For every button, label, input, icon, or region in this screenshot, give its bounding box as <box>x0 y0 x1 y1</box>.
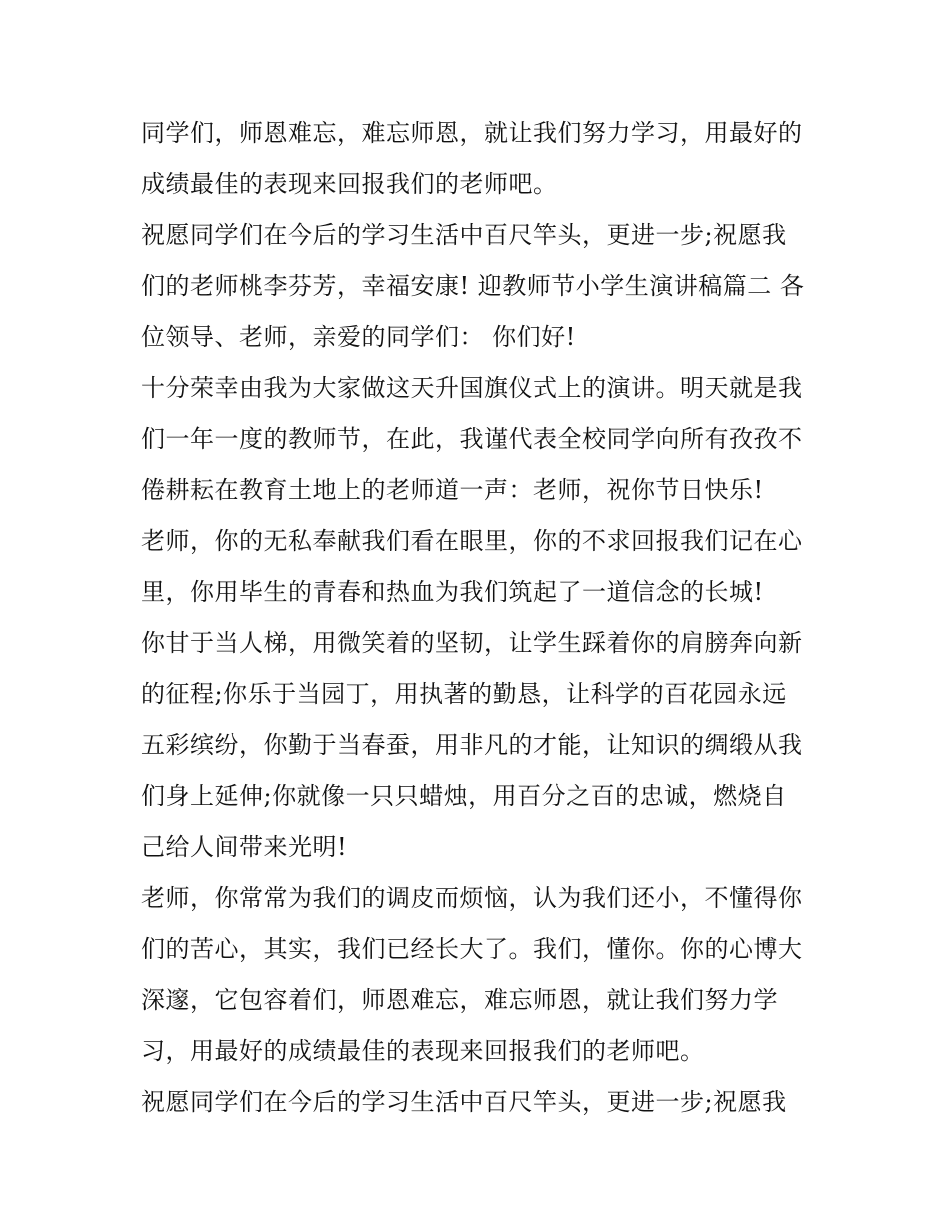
text-line-3: 祝愿同学们在今后的学习生活中百尺竿头，更进一步;祝愿我 <box>141 221 787 249</box>
text-line-18: 深邃，它包容着们，师恩难忘，难忘师恩，就让我们努力学 <box>141 986 778 1014</box>
text-line-6: 十分荣幸由我为大家做这天升国旗仪式上的演讲。明天就是我 <box>141 374 803 402</box>
text-line-13: 五彩缤纷，你勤于当春蚕，用非凡的才能，让知识的绸缎从我 <box>141 731 803 759</box>
text-line-14: 们身上延伸;你就像一只只蜡烛，用百分之百的忠诚，燃烧自 <box>141 782 787 810</box>
text-line-5: 位领导、老师，亲爱的同学们： 你们好! <box>141 323 576 351</box>
text-line-16: 老师，你常常为我们的调皮而烦恼，认为我们还小，不懂得你 <box>141 884 803 912</box>
text-line-7: 们一年一度的教师节，在此，我谨代表全校同学向所有孜孜不 <box>141 425 803 453</box>
text-line-17: 们的苦心，其实，我们已经长大了。我们，懂你。你的心博大 <box>141 935 803 963</box>
text-line-1: 同学们，师恩难忘，难忘师恩，就让我们努力学习，用最好的 <box>141 119 803 147</box>
text-line-11: 你甘于当人梯，用微笑着的坚韧，让学生踩着你的肩膀奔向新 <box>141 629 803 657</box>
text-line-20: 祝愿同学们在今后的学习生活中百尺竿头，更进一步;祝愿我 <box>141 1088 787 1116</box>
text-line-9: 老师，你的无私奉献我们看在眼里，你的不求回报我们记在心 <box>141 527 803 555</box>
text-line-8: 倦耕耘在教育土地上的老师道一声：老师，祝你节日快乐! <box>141 476 764 504</box>
text-line-15: 己给人间带来光明! <box>141 833 348 861</box>
body-text <box>141 108 821 1128</box>
text-line-2: 成绩最佳的表现来回报我们的老师吧。 <box>141 170 558 198</box>
text-line-19: 习，用最好的成绩最佳的表现来回报我们的老师吧。 <box>141 1037 705 1065</box>
text-line-10: 里，你用毕生的青春和热血为我们筑起了一道信念的长城! <box>141 578 764 606</box>
text-line-4: 们的老师桃李芬芳，幸福安康! 迎教师节小学生演讲稿篇二 各 <box>141 272 805 300</box>
text-line-12: 的征程;你乐于当园丁，用执著的勤恳，让科学的百花园永远 <box>141 680 787 708</box>
